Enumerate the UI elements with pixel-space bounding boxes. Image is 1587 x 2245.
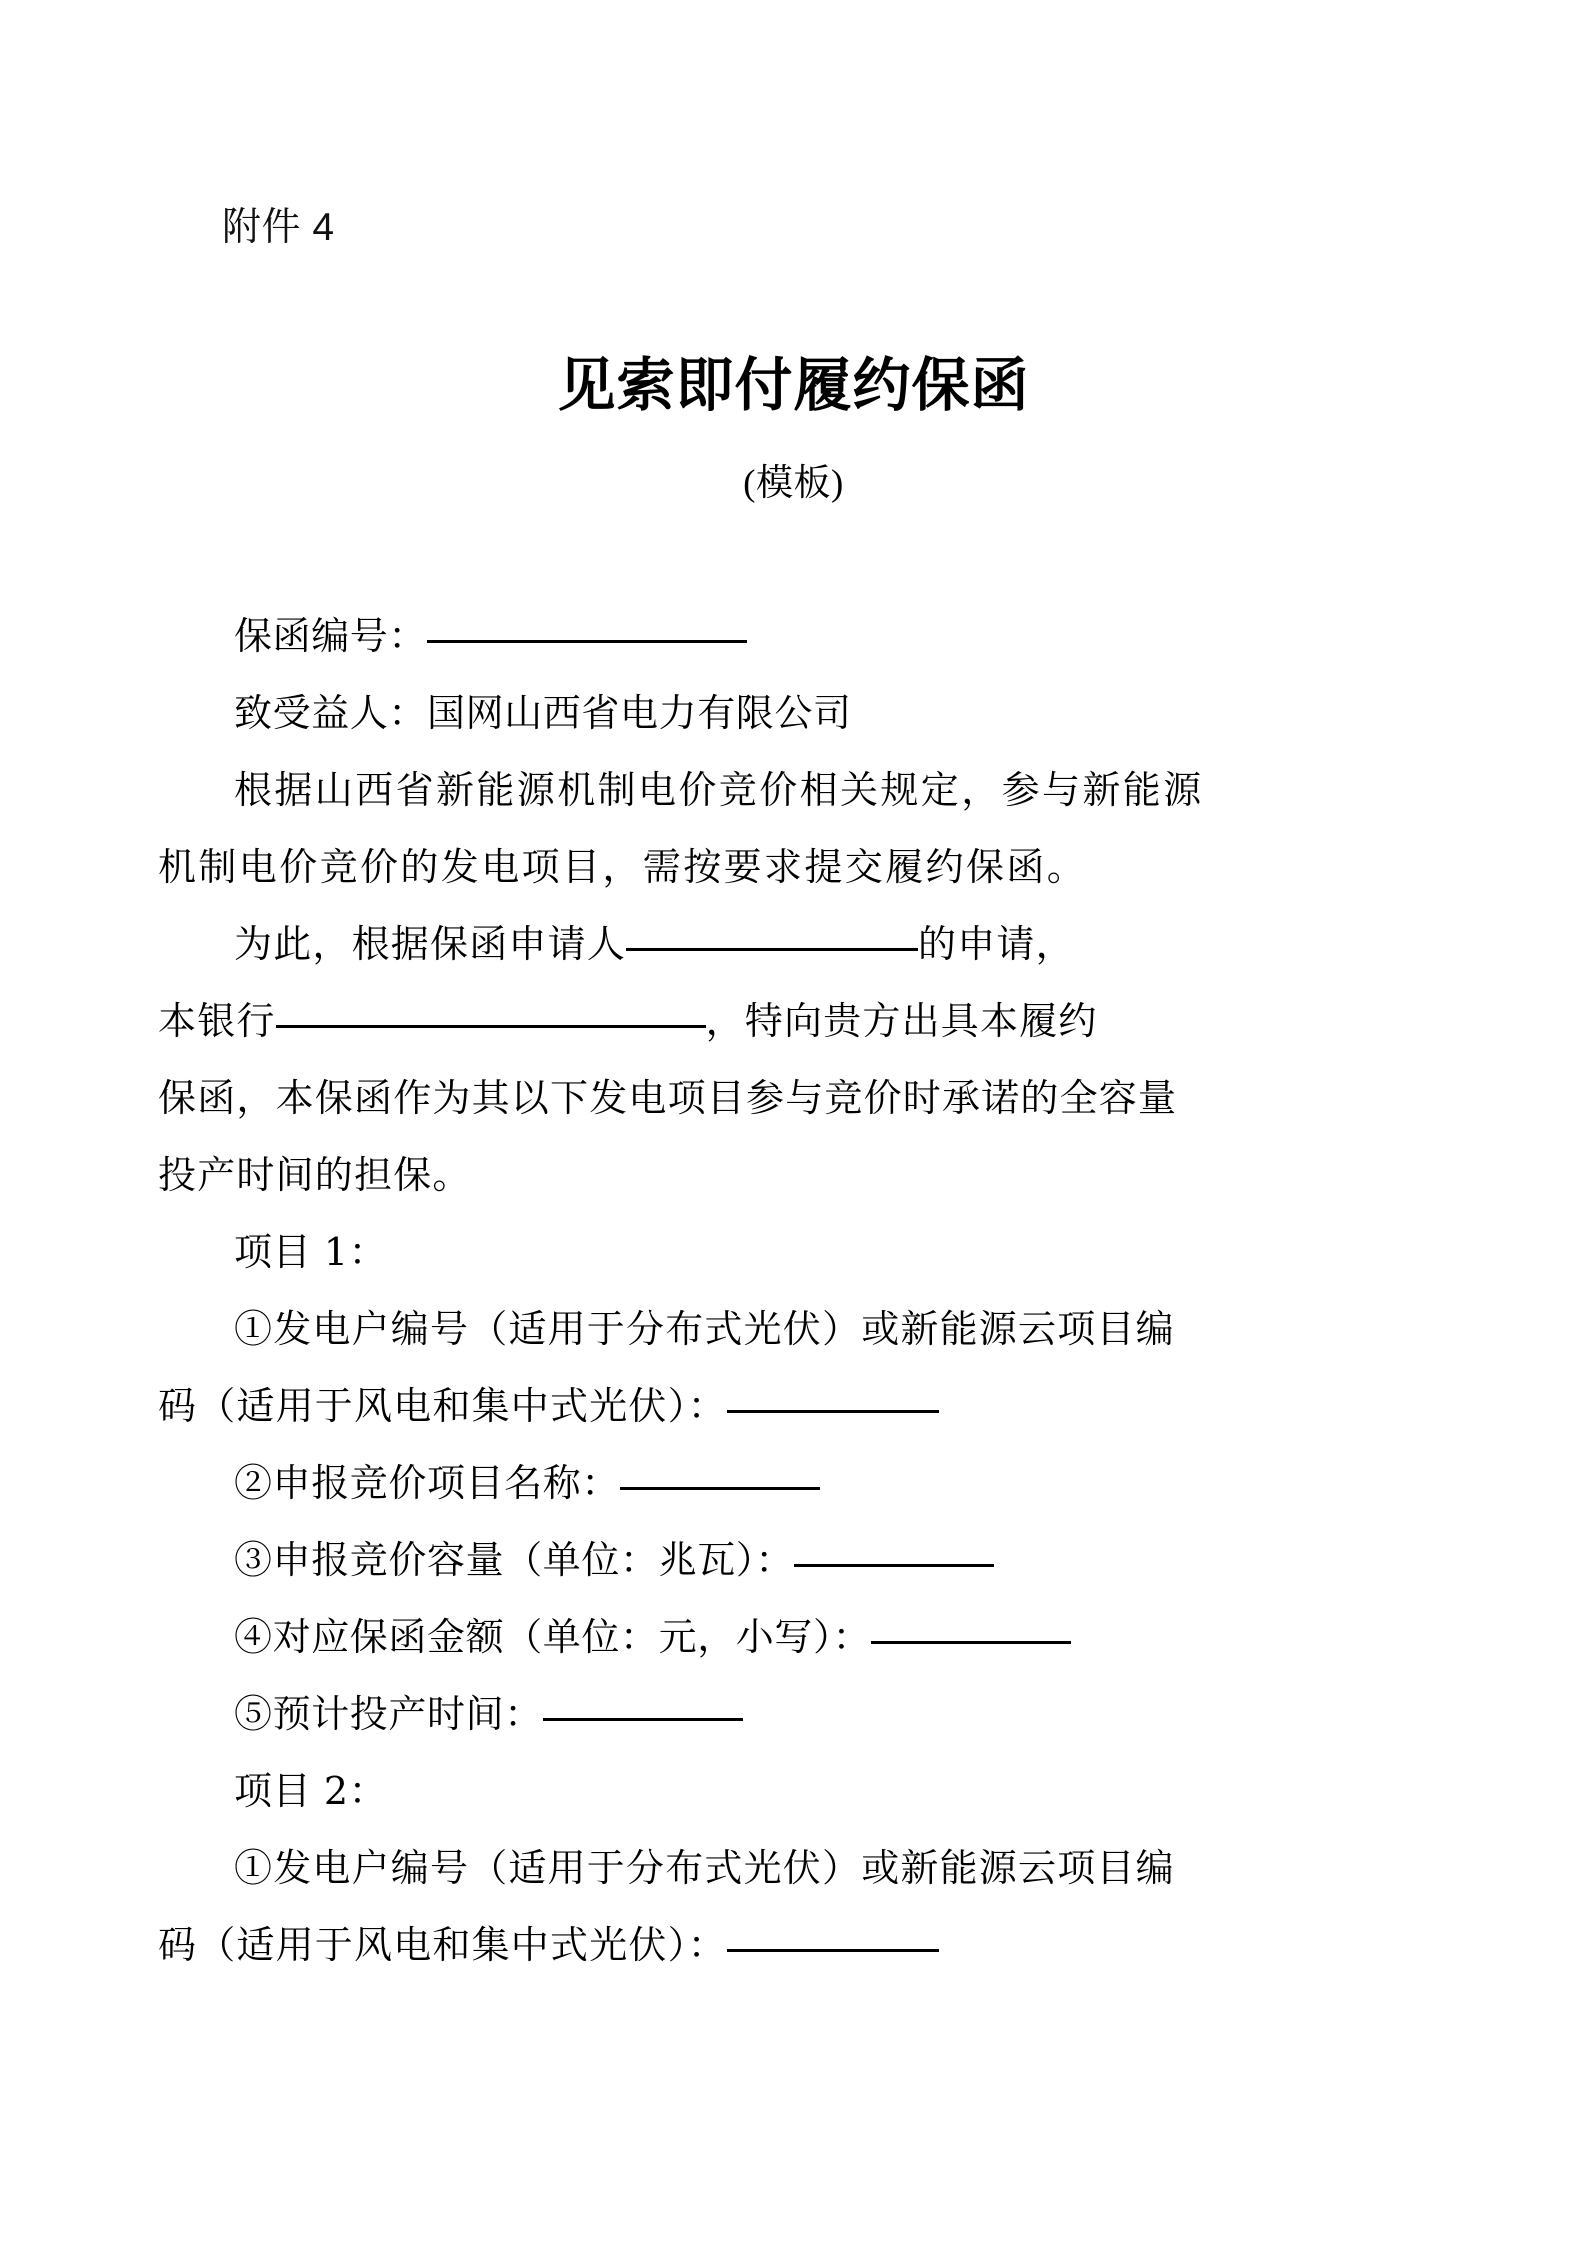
paragraph2-line3 xyxy=(158,1060,1428,1137)
project2-item1-line2 xyxy=(158,1907,1428,1984)
paragraph2-line2 xyxy=(158,983,1428,1060)
project2-heading xyxy=(158,1753,1428,1830)
project2-item1-blank[interactable] xyxy=(727,1949,939,1952)
project1-item5-text: ⑤预计投产时间： xyxy=(234,1692,543,1736)
project1-item4-text: ④对应保函金额（单位：元，小写）： xyxy=(234,1615,872,1659)
project1-item1-line2 xyxy=(158,1368,1428,1445)
project1-item4 xyxy=(158,1599,1428,1676)
paragraph2-line1-prefix: 为此，根据保函申请人 xyxy=(234,922,627,966)
project1-item2 xyxy=(158,1445,1428,1522)
project1-heading-text: 项目 1： xyxy=(234,1230,388,1274)
guarantee-number-blank[interactable] xyxy=(427,640,747,643)
project2-item1-line1 xyxy=(158,1830,1428,1907)
bank-name-blank[interactable] xyxy=(276,1025,706,1028)
project1-item5 xyxy=(158,1676,1428,1753)
project2-heading-text: 项目 2： xyxy=(234,1769,388,1813)
project1-item4-blank[interactable] xyxy=(871,1641,1071,1644)
paragraph2-line3-text: 保函，本保函作为其以下发电项目参与竞价时承诺的全容量 xyxy=(158,1076,1178,1120)
applicant-name-blank[interactable] xyxy=(626,948,918,951)
project1-item5-blank[interactable] xyxy=(543,1718,743,1721)
beneficiary-line xyxy=(158,675,1428,752)
guarantee-number-line xyxy=(158,598,1428,675)
project2-item1-line2-text: 码（适用于风电和集中式光伏）： xyxy=(158,1923,728,1967)
paragraph2-line2-prefix: 本银行 xyxy=(158,999,276,1043)
paragraph2-line2-suffix: ，特向贵方出具本履约 xyxy=(705,999,1098,1043)
project1-item3-text: ③申报竞价容量（单位：兆瓦）： xyxy=(234,1538,795,1582)
project1-item1-line2-text: 码（适用于风电和集中式光伏）： xyxy=(158,1384,728,1428)
document-body xyxy=(158,598,1428,1984)
paragraph1-line1-text: 根据山西省新能源机制电价竞价相关规定，参与新能源 xyxy=(234,768,1204,812)
project2-item1-line1-text: ①发电户编号（适用于分布式光伏）或新能源云项目编 xyxy=(234,1846,1175,1890)
project1-item1-line1 xyxy=(158,1291,1428,1368)
project1-item2-text: ②申报竞价项目名称： xyxy=(234,1461,621,1505)
attachment-label: 附件 4 xyxy=(222,206,335,249)
paragraph2-line1-suffix: 的申请， xyxy=(918,922,1075,966)
guarantee-number-label: 保函编号： xyxy=(234,614,428,658)
project1-item2-blank[interactable] xyxy=(620,1487,820,1490)
project1-item3-blank[interactable] xyxy=(794,1564,994,1567)
paragraph1-line2 xyxy=(158,829,1428,906)
page-subtitle: (模板) xyxy=(743,463,844,504)
paragraph1-line1 xyxy=(158,752,1428,829)
project1-heading xyxy=(158,1214,1428,1291)
project1-item1-blank[interactable] xyxy=(727,1410,939,1413)
paragraph1-line2-text: 机制电价竞价的发电项目，需按要求提交履约保函。 xyxy=(158,845,1088,889)
project1-item3 xyxy=(158,1522,1428,1599)
project1-item1-line1-text: ①发电户编号（适用于分布式光伏）或新能源云项目编 xyxy=(234,1307,1175,1351)
paragraph2-line4-text: 投产时间的担保。 xyxy=(158,1153,472,1197)
paragraph2-line4 xyxy=(158,1137,1428,1214)
page-title: 见索即付履约保函 xyxy=(557,353,1030,418)
paragraph2-line1 xyxy=(158,906,1428,983)
beneficiary-text: 致受益人：国网山西省电力有限公司 xyxy=(234,691,852,735)
